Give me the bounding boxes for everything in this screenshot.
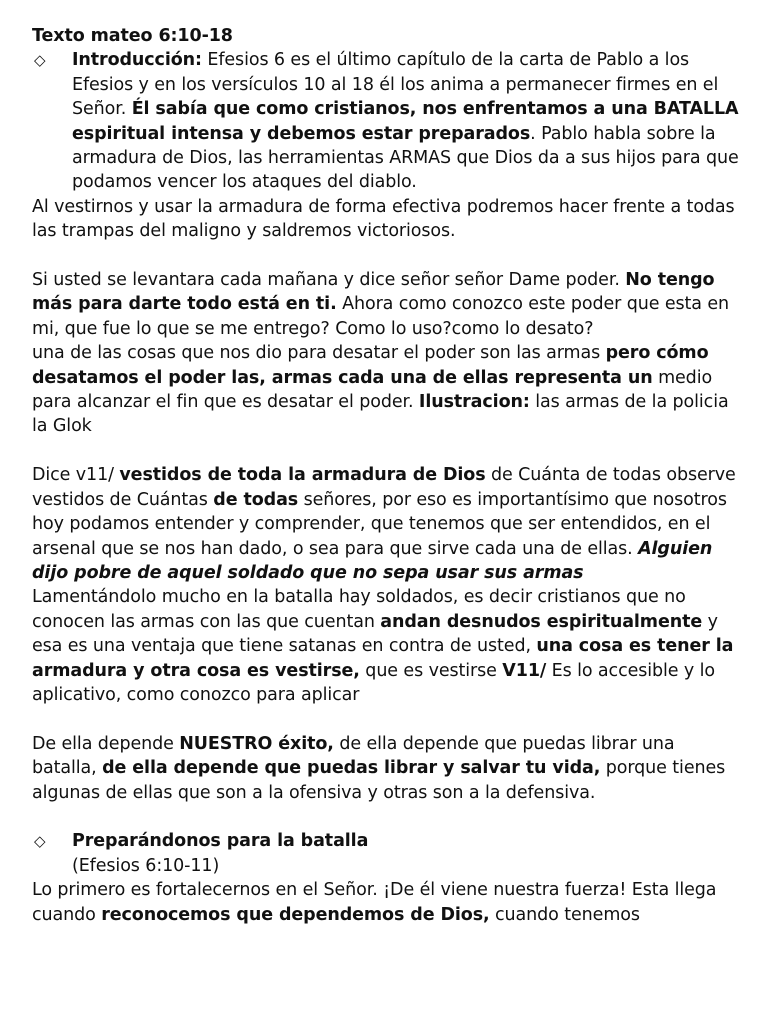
lamentandolo-text-1: Lamentándolo mucho en la batalla hay soldados, es decir cristianos que no conocen las armas con las que cuentan [32,587,686,632]
document-page [32,24,744,927]
primero-text-2: cuando tenemos [489,904,640,925]
dice-bold-italic: Alguien dijo pobre de aquel soldado que no sepa usar sus armas [32,538,713,583]
title-text: Texto mateo 6:10-18 [32,26,233,46]
paragraph-lamentandolo [32,585,744,707]
blank-line [32,244,744,268]
blank-line [32,707,744,731]
dice-text-1: Dice v11/ [32,465,120,486]
armas-text-1: una de las cosas que nos dio para desatar el poder son las armas [32,343,606,364]
depende-text-1: De ella depende [32,733,180,754]
diamond-bullet-icon: ◇ [34,51,46,70]
depende-text-2: de ella depende que puedas librar una batalla, [32,733,675,779]
diamond-bullet-icon: ◇ [34,832,46,851]
intro-bold-1: Él sabía que como cristianos, nos enfrentamos a una BATALLA espiritual intensa y debemos estar preparados [72,99,739,144]
bullet-preparandonos [32,829,744,853]
paragraph-vestirnos: Al vestirnos y usar la armadura de forma efectiva podremos hacer frente a todas las trampas del maligno y saldremos victoriosos. [32,196,735,242]
depende-text-3: porque tienes algunas de ellas que son a la ofensiva y otras son a la defensiva. [32,758,726,803]
paragraph-armas [32,341,744,439]
lamentandolo-bold-1: andan desnudos espiritualmente [380,611,703,632]
intro-text-2: . Pablo habla sobre la armadura de Dios, las herramientas ARMAS que Dios da a sus hijos para que podamos vencer los ataques del diablo. [72,123,739,193]
intro-text-1: Efesios 6 es el último capítulo de la carta de Pablo a los Efesios y en los versículos 10 al 18 él los anima a permanecer firmes en el Señor. [72,50,719,120]
armas-bold-1: pero cómo desatamos el poder las, armas cada una de ellas representa un [32,343,709,388]
intro-label: Introducción: [72,50,202,71]
depende-bold-1: NUESTRO éxito, [179,733,334,754]
primero-text-1: Lo primero es fortalecernos en el Señor. ¡De él viene nuestra fuerza! Esta llega cuando [32,880,717,925]
levantara-text-2: Ahora como conozco este poder que esta en mi, que fue lo que se me entrego? Como lo uso?como lo desato? [32,294,730,339]
dice-bold-1: vestidos de toda la armadura de Dios [119,465,486,486]
lamentandolo-bold-3: V11/ [502,660,547,681]
lamentandolo-bold-2: una cosa es tener la armadura y otra cosa es vestirse, [32,636,734,681]
paragraph-depende [32,732,744,805]
document-title [32,24,744,48]
paragraph-dice [32,463,744,585]
levantara-bold-1: No tengo más para darte todo está en ti. [32,270,715,315]
bullet-introduccion [32,48,744,194]
armas-bold-2: Ilustracion: [418,392,530,413]
lamentandolo-text-4: Es lo accesible y lo aplicativo, como conozco para aplicar [32,660,716,705]
paragraph-primero [32,878,744,927]
armas-text-2: medio para alcanzar el fin que es desatar el poder. [32,367,713,413]
dice-text-2: de Cuánta de todas observe vestidos de Cuántas [32,465,736,510]
depende-bold-2: de ella depende que puedas librar y salvar tu vida, [102,758,601,779]
primero-bold-1: reconocemos que dependemos de Dios, [101,904,490,925]
levantara-text-1: Si usted se levantara cada mañana y dice señor señor Dame poder. [32,270,626,291]
lamentandolo-text-3: que es vestirse [359,660,503,681]
armas-text-3: las armas de la policia la Glok [32,392,729,437]
blank-line [32,805,744,829]
section-heading: Preparándonos para la batalla [72,831,369,852]
section-reference: (Efesios 6:10-11) [72,855,220,876]
blank-line [32,439,744,463]
lamentandolo-text-2: y esa es una ventaja que tiene satanas en contra de usted, [32,611,718,657]
dice-bold-2: de todas [213,489,299,510]
dice-text-3: señores, por eso es importantísimo que nosotros hoy podamos entender y comprender, que tenemos que ser entendidos, en el arsenal que se nos han dado, o sea para que sirve cada una de ellas. [32,489,727,559]
paragraph-levantara [32,268,744,341]
